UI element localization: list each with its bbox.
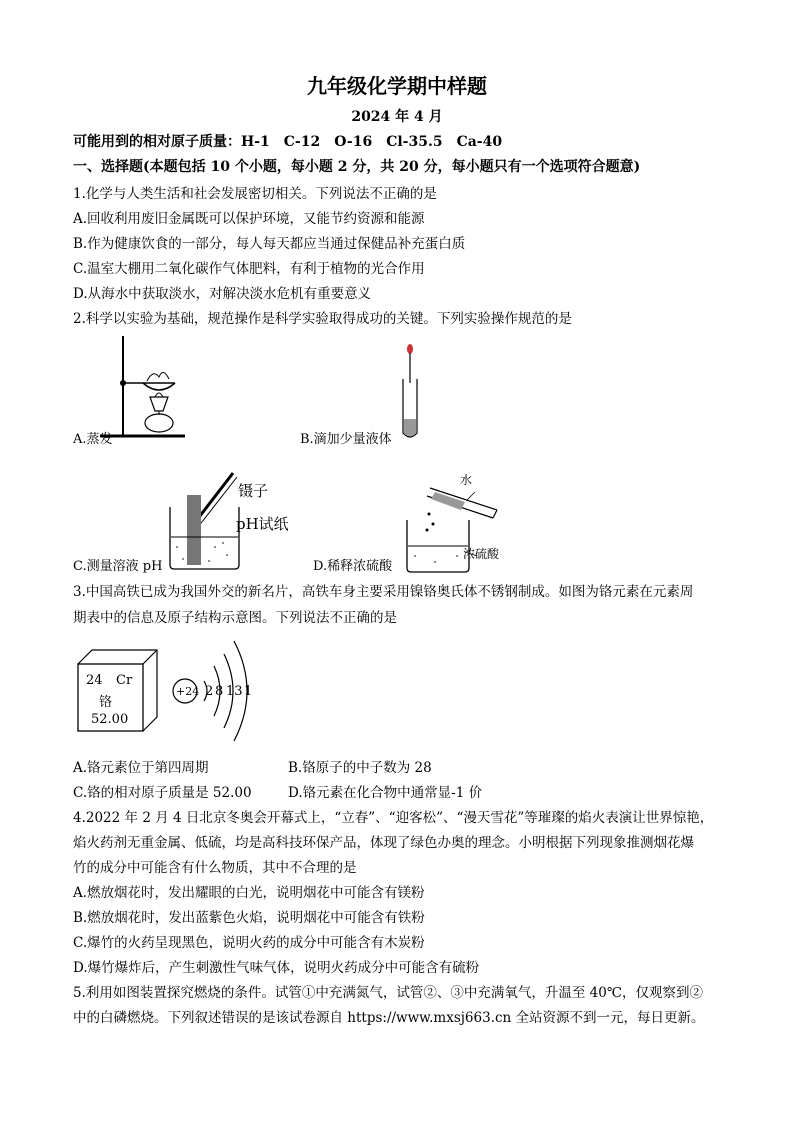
shell-2: 8	[215, 684, 224, 699]
q4-stem-line2: 焰火药剂无重金属、低硫，均是高科技环保产品，体现了绿色办奥的理念。小明根据下列现象推测烟花爆	[73, 835, 694, 851]
q4-option-c: C.爆竹的火药呈现黑色，说明火药的成分中可能含有木炭粉	[73, 935, 425, 951]
q4-stem-line3: 竹的成分中可能含有什么物质，其中不合理的是	[73, 860, 357, 876]
q2-option-c: C.测量溶液 pH	[73, 559, 163, 574]
q3-option-b: B.铬原子的中子数为 28	[288, 760, 432, 776]
tweezers-label: 镊子	[238, 482, 269, 500]
q3-option-a: A.铬元素位于第四周期	[73, 760, 209, 776]
evaporation-apparatus	[95, 333, 195, 441]
exam-date: 2024 年 4 月	[351, 109, 443, 125]
q4-stem-line1: 4.2022 年 2 月 4 日北京冬奥会开幕式上，“立春”、“迎客松”、“漫天雪花”等璀璨的焰火表演让世界惊艳，	[73, 810, 714, 826]
q2-option-a: A.蒸发	[73, 432, 113, 447]
q3-option-d: D.铬元素在化合物中通常显-1 价	[288, 785, 483, 801]
page-title: 九年级化学期中样题	[307, 74, 487, 98]
ph-paper-label: pH试纸	[236, 515, 289, 533]
element-symbol: Cr	[116, 673, 133, 688]
atomic-masses: 可能用到的相对原子质量：H-1 C-12 O-16 Cl-35.5 Ca-40	[73, 134, 503, 150]
shell-3: 13	[226, 684, 243, 699]
q1-option-d: D.从海水中获取淡水，对解决淡水危机有重要意义	[73, 286, 372, 302]
dropper-test-tube	[400, 343, 424, 443]
q2-stem: 2.科学以实验为基础，规范操作是科学实验取得成功的关键。下列实验操作规范的是	[73, 311, 572, 327]
section-heading: 一、选择题(本题包括 10 个小题，每小题 2 分，共 20 分，每小题只有一个选项符合题意)	[73, 159, 641, 175]
element-number: 24	[86, 673, 103, 688]
ph-measure-apparatus	[165, 465, 245, 575]
q5-stem-line2: 中的白磷燃烧。下列叙述错误的是该试卷源自 https://www.mxsj663.cn 全站资源不到一元，每日更新。	[73, 1010, 705, 1026]
q2-option-b: B.滴加少量液体	[300, 432, 392, 447]
shell-1: 2	[205, 684, 214, 699]
q5-stem-line1: 5.利用如图装置探究燃烧的条件。试管①中充满氮气，试管②、③中充满氧气，升温至 40℃，仅观察到②	[73, 985, 703, 1001]
q4-option-d: D.爆竹爆炸后，产生刺激性气味气体，说明火药成分中可能含有硫粉	[73, 960, 480, 976]
shell-4: 1	[244, 684, 253, 699]
q4-option-b: B.燃放烟花时，发出蓝紫色火焰，说明烟花中可能含有铁粉	[73, 910, 425, 926]
acid-label: 浓硫酸	[463, 547, 500, 561]
q1-option-a: A.回收利用废旧金属既可以保护环境，又能节约资源和能源	[73, 211, 425, 227]
q1-stem: 1.化学与人类生活和社会发展密切相关。下列说法不正确的是	[73, 186, 437, 202]
q3-stem-line2: 期表中的信息及原子结构示意图。下列说法不正确的是	[73, 610, 397, 626]
element-name: 铬	[99, 695, 113, 710]
water-label: 水	[460, 473, 473, 487]
q4-option-a: A.燃放烟花时，发出耀眼的白光，说明烟花中可能含有镁粉	[73, 885, 425, 901]
q1-option-b: B.作为健康饮食的一部分，每人每天都应当通过保健品补充蛋白质	[73, 236, 466, 252]
q3-stem-line1: 3.中国高铁已成为我国外交的新名片，高铁车身主要采用镍铬奥氏体不锈钢制成。如图为铬元素在元素周	[73, 584, 694, 600]
q1-option-c: C.温室大棚用二氧化碳作气体肥料，有利于植物的光合作用	[73, 261, 425, 277]
q2-option-d: D.稀释浓硫酸	[313, 559, 393, 574]
nucleus-charge: +24	[176, 685, 200, 698]
q3-option-c: C.铬的相对原子质量是 52.00	[73, 785, 252, 801]
element-mass: 52.00	[91, 712, 129, 727]
